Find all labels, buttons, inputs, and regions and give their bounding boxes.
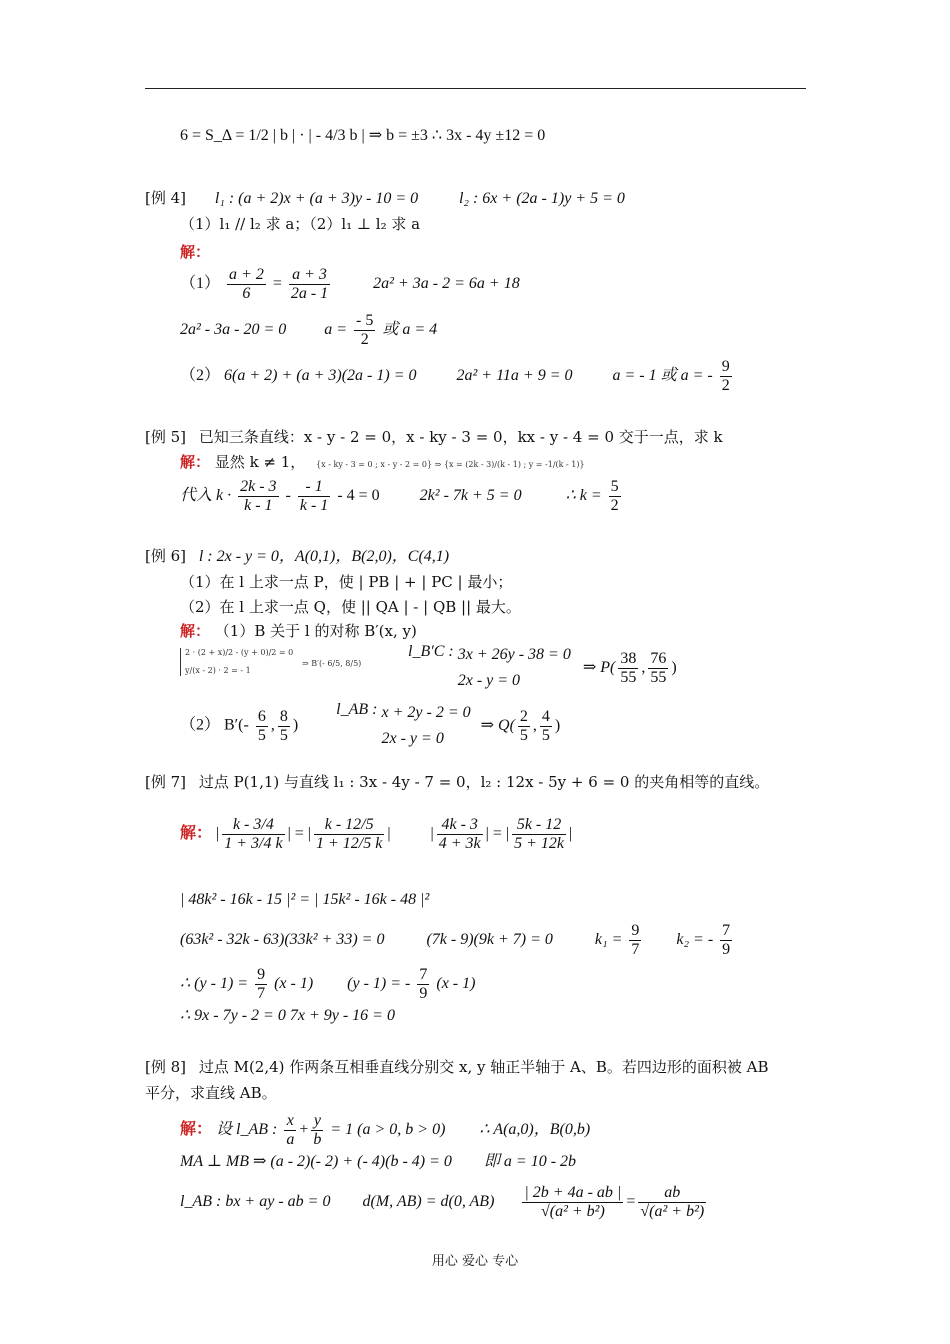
ex8-step2-eq: MA ⊥ MB ⇒ (a - 2)(- 2) + (- 4)(b - 4) = 0 xyxy=(180,1153,452,1170)
ex7-step1: 解： | $\frac{k - 3/4}{1 + 3/4 k}$ | = | $\frac{k - 12/5}{1 + 12/5 k}$ | | $\frac{4k - 3}{4 + 3k}$ | = | $\frac{5k - 12}{5 + 12k}$ | xyxy=(180,816,573,852)
ex6-b-frac-1 xyxy=(256,708,268,745)
ex4-step2-frac-den: 2 xyxy=(360,331,369,348)
ex6-question-2: （2）在 l 上求一点 Q，使 || QA | - | QB || 最大。 xyxy=(180,598,521,616)
ex5-step2-minus: - xyxy=(285,487,291,505)
ex5-step1-text: 显然 k ≠ 1， xyxy=(214,453,306,471)
ex8-frac-d1-num: | 2b + 4a - ab | xyxy=(524,1184,622,1201)
ex6-p-frac-1 xyxy=(618,650,638,687)
ex4-step3-prefix: （2） xyxy=(180,367,221,385)
ex6-header xyxy=(145,546,449,567)
ex6-b-frac-1-num: 6 xyxy=(257,707,266,725)
ex6-step1 xyxy=(180,621,417,641)
ex8-frac-d1 xyxy=(522,1184,623,1221)
ex8-step3: l_AB : bx + ay - ab = 0 d(M, AB) = d(0, AB) $\frac{| 2b + 4a - ab |}{\text{√(a² + b²)}}$ = $\frac{ab}{\text{√(a² + b²)}}$ xyxy=(180,1184,705,1220)
ex6-p-frac-1-num: 38 xyxy=(620,649,637,667)
ex6-p-frac-1-den: 55 xyxy=(620,668,637,686)
ex8-step1-result: ∴ A(a,0)，B(0,b) xyxy=(479,1121,591,1139)
ex5-frac-1-num: 2k - 3 xyxy=(240,478,277,495)
ex4-step3-frac-num: 9 xyxy=(721,358,730,375)
ex4-frac-1 xyxy=(227,266,266,303)
ex7-frac-2 xyxy=(314,816,384,853)
ex6-lab-system xyxy=(382,700,471,752)
ex7-frac-1-num: k - 3/4 xyxy=(222,816,284,835)
ex6-p-frac-2-num: 76 xyxy=(650,649,667,667)
ex4-step2-frac-num: - 5 xyxy=(356,312,374,329)
ex4-step1-prefix: （1） xyxy=(180,275,221,293)
ex8-step3-line: l_AB : bx + ay - ab = 0 xyxy=(180,1193,331,1211)
ex5-step2 xyxy=(180,478,624,515)
page-footer: 用心 爱心 专心 xyxy=(431,1254,519,1269)
ex4-frac-2 xyxy=(289,266,330,303)
ex7-step3-eq-b: (7k - 9)(9k + 7) = 0 xyxy=(426,931,553,949)
ex7-frac-3-num: 4k - 3 xyxy=(437,816,483,835)
ex4-step1: （1） $\frac{a + 2}{6}$ = $\frac{a + 3}{2a - 1}$ 2a² + 3a - 2 = 6a + 18 xyxy=(180,266,520,302)
ex4-step2-ans-prefix: a = xyxy=(324,321,348,339)
ex6-statement: l : 2x - y = 0，A(0,1)，B(2,0)，C(4,1) xyxy=(198,548,450,565)
ex8-step1-prefix: 设 l_AB : xyxy=(216,1121,278,1139)
ex4-step3-eq2: 2a² + 11a + 9 = 0 xyxy=(456,367,573,385)
ex7-frac-4-num: 5k - 12 xyxy=(512,816,566,835)
ex6-p-frac-2 xyxy=(648,650,668,687)
ex6-lab-eq-a: x + 2y - 2 = 0 xyxy=(381,704,471,721)
ex4-solution-label: 解： xyxy=(180,243,211,261)
ex8-statement-2: 平分，求直线 AB。 xyxy=(145,1084,277,1102)
ex7-step4-b-suffix: (x - 1) xyxy=(436,975,476,993)
ex6-q-result: ⇒ Q( $\frac{2}{5}$ , $\frac{4}{5}$ ) xyxy=(480,707,561,744)
ex6-lbc-eq-a: 3x + 26y - 38 = 0 xyxy=(457,646,571,663)
ex8-frac-x-den: a xyxy=(286,1131,295,1148)
ex6-step2-prefix: （2） B′(- xyxy=(180,716,249,734)
ex8-step2 xyxy=(180,1152,576,1172)
ex6-b-frac-2-num: 8 xyxy=(279,707,288,725)
ex7-label: [例 7] xyxy=(145,773,187,791)
ex6-step2: （2） B′(- $\frac{6}{5}$ , $\frac{8}{5}$ ) l_AB : x + 2y - 2 = 0 2x - y = 0 ⇒ Q( $\frac{2}{5}$ , $\frac{4}{5}$ ) xyxy=(180,700,560,752)
ex6-q-frac-1 xyxy=(518,708,530,745)
ex5-ans-frac xyxy=(609,478,621,515)
ex8-frac-d2 xyxy=(638,1184,706,1221)
ex8-step2-result: 即 a = 10 - 2b xyxy=(483,1153,577,1170)
ex5-frac-2 xyxy=(298,478,330,515)
ex8-solution-label: 解： xyxy=(180,1121,213,1139)
ex4-step2 xyxy=(180,312,437,349)
ex7-frac-2-num: k - 12/5 xyxy=(314,816,384,835)
ex8-frac-x xyxy=(284,1112,296,1149)
ex7-k1-label: k₁ = xyxy=(594,931,623,949)
ex5-ans-frac-den: 2 xyxy=(610,497,619,514)
ex6-q-frac-2 xyxy=(540,708,552,745)
ex5-step2-suffix: - 4 = 0 xyxy=(337,487,380,505)
ex7-step5: ∴ 9x - 7y - 2 = 0 7x + 9y - 16 = 0 xyxy=(180,1007,395,1024)
ex7-step4-a-den: 7 xyxy=(257,985,266,1002)
ex7-frac-4-den: 5 + 12k xyxy=(514,835,564,852)
ex4-step3-frac-den: 2 xyxy=(721,377,730,394)
ex6-q-frac-2-den: 5 xyxy=(541,726,550,744)
ex8-statement-1: 过点 M(2,4) 作两条互相垂直线分别交 x, y 轴正半轴于 A、B。若四边形的面积被 AB xyxy=(198,1058,769,1076)
ex5-header xyxy=(145,427,723,447)
ex7-frac-3-den: 4 + 3k xyxy=(438,835,481,852)
ex8-frac-d1-den: √(a² + b²) xyxy=(540,1203,605,1220)
ex7-frac-3 xyxy=(437,816,483,853)
ex6-system-1-result: ⇒ B′(- 6/5, 8/5) xyxy=(302,659,362,668)
ex6-p-frac-2-den: 55 xyxy=(650,668,667,686)
ex6-system-1 xyxy=(180,648,361,676)
ex4-step2-frac xyxy=(354,312,375,349)
ex6-question-1: （1）在 l 上求一点 P，使 | PB | + | PC | 最小； xyxy=(180,573,513,591)
ex7-step3 xyxy=(180,922,735,959)
ex5-statement: 已知三条直线：x - y - 2 = 0，x - ky - 3 = 0，kx - y - 4 = 0 交于一点，求 k xyxy=(198,428,723,446)
ex5-label: [例 5] xyxy=(145,428,187,446)
ex4-step2-ans-suffix: 或 a = 4 xyxy=(382,321,438,339)
ex4-frac-2-num: a + 3 xyxy=(289,266,330,285)
ex7-step4 xyxy=(180,966,475,1003)
ex4-step3-ans-prefix: a = - 1 或 a = - xyxy=(612,367,713,385)
ex6-label: [例 6] xyxy=(145,547,187,565)
ex6-system-1-eq-a: 2 · (2 + x)/2 - (y + 0)/2 = 0 xyxy=(185,648,294,657)
ex7-step4-a-num: 9 xyxy=(257,966,266,983)
ex7-step4-b-den: 9 xyxy=(419,985,428,1002)
ex5-frac-2-num: - 1 xyxy=(298,478,330,497)
ex7-header xyxy=(145,772,769,792)
ex4-frac-2-den: 2a - 1 xyxy=(290,285,329,302)
ex4-l2: l₂ : 6x + (2a - 1)y + 5 = 0 xyxy=(458,190,625,207)
ex7-frac-2-den: 1 + 12/5 k xyxy=(316,835,383,852)
ex7-frac-1 xyxy=(222,816,284,853)
ex7-step3-eq-a: (63k² - 32k - 63)(33k² + 33) = 0 xyxy=(180,931,385,949)
ex7-frac-1-den: 1 + 3/4 k xyxy=(224,835,283,852)
ex5-step2-eq: 2k² - 7k + 5 = 0 xyxy=(419,487,522,505)
ex4-step3-frac xyxy=(720,358,732,395)
ex6-lbc-system xyxy=(458,642,571,694)
ex4-question: （1）l₁ // l₂ 求 a；（2）l₁ ⊥ l₂ 求 a xyxy=(180,215,421,233)
ex7-k1-frac xyxy=(629,922,641,959)
ex5-step2-ans-prefix: ∴ k = xyxy=(565,487,602,505)
ex8-frac-y xyxy=(311,1112,323,1149)
ex6-q-frac-2-num: 4 xyxy=(541,707,550,725)
ex5-solution-label: 解： xyxy=(180,453,211,471)
ex7-k2-num: 7 xyxy=(722,922,731,939)
ex6-q-frac-1-num: 2 xyxy=(519,707,528,725)
ex7-k2-den: 9 xyxy=(722,941,731,958)
ex8-frac-d2-num: ab xyxy=(638,1184,706,1203)
ex5-step2-prefix: 代入 k · xyxy=(180,487,232,505)
ex4-label: [例 4] xyxy=(145,189,187,207)
ex7-step2: | 48k² - 16k - 15 |² = | 15k² - 16k - 48 |² xyxy=(180,891,430,908)
ex4-l1: l₁ : (a + 2)x + (a + 3)y - 10 = 0 xyxy=(214,190,419,207)
ex6-b-frac-2 xyxy=(278,708,290,745)
ex4-frac-1-num: a + 2 xyxy=(229,266,264,283)
ex4-step2-eq: 2a² - 3a - 20 = 0 xyxy=(180,321,287,339)
ex8-step1-suffix: = 1 (a > 0, b > 0) xyxy=(330,1121,446,1139)
ex8-step3-distance: d(M, AB) = d(0, AB) xyxy=(362,1193,495,1211)
ex4-step1-eq: 2a² + 3a - 2 = 6a + 18 xyxy=(373,275,520,293)
ex6-lab-label: l_AB : xyxy=(336,701,378,718)
ex7-solution-label: 解： xyxy=(180,825,213,843)
ex6-lbc-eq-b: 2x - y = 0 xyxy=(457,672,521,689)
ex5-ans-frac-num: 5 xyxy=(610,478,619,495)
ex8-frac-d2-den: √(a² + b²) xyxy=(640,1203,705,1220)
ex7-statement: 过点 P(1,1) 与直线 l₁ : 3x - 4y - 7 = 0，l₂ : 12x - 5y + 6 = 0 的夹角相等的直线。 xyxy=(198,773,770,791)
ex7-step4-b-prefix: (y - 1) = - xyxy=(347,975,411,993)
ex6-step1-text: （1）B 关于 l 的对称 B′(x, y) xyxy=(214,622,417,640)
ex5-frac-1-den: k - 1 xyxy=(244,497,273,514)
ex7-step4-a-prefix: ∴ (y - 1) = xyxy=(180,975,249,993)
ex7-step4-a-suffix: (x - 1) xyxy=(274,975,314,993)
ex8-header xyxy=(145,1057,769,1077)
ex7-k2-label: k₂ = - xyxy=(676,931,714,949)
ex6-p-result: ⇒ P( $\frac{38}{55}$ , $\frac{76}{55}$ ) xyxy=(582,649,677,686)
ex4-step3-eq1: 6(a + 2) + (a + 3)(2a - 1) = 0 xyxy=(224,367,417,385)
ex6-solution-label: 解： xyxy=(180,622,211,640)
ex7-k1-num: 9 xyxy=(631,922,640,939)
ex7-step4-b-num: 7 xyxy=(419,966,428,983)
ex5-step1 xyxy=(180,452,585,472)
ex8-frac-y-num: y xyxy=(311,1112,323,1131)
top-equation: 6 = S_Δ = 1/2 | b | · | - 4/3 b | ⇒ b = ±3 ∴ 3x - 4y ±12 = 0 xyxy=(180,127,546,144)
ex7-step4-a-frac xyxy=(255,966,267,1003)
header-rule xyxy=(145,88,806,89)
ex7-step4-b-frac xyxy=(417,966,429,1003)
ex8-frac-y-den: b xyxy=(313,1131,322,1148)
ex8-label: [例 8] xyxy=(145,1058,187,1076)
ex6-b-frac-2-den: 5 xyxy=(279,726,288,744)
ex6-lab-eq-b: 2x - y = 0 xyxy=(381,730,444,747)
ex8-frac-x-num: x xyxy=(284,1112,296,1131)
ex7-frac-4 xyxy=(512,816,566,853)
ex6-b-frac-1-den: 5 xyxy=(257,726,266,744)
ex7-k2-frac xyxy=(720,922,732,959)
ex5-frac-2-den: k - 1 xyxy=(299,497,329,514)
ex6-lbc-label: l_B′C : xyxy=(408,643,454,660)
ex4-header xyxy=(145,188,625,209)
ex6-system-1-brace xyxy=(180,648,293,676)
ex5-step1-system: {x - ky - 3 = 0 ; x - y - 2 = 0} ⇒ {x = (2k - 3)/(k - 1) ; y = -1/(k - 1)} xyxy=(316,460,585,469)
ex8-step1: 解： 设 l_AB : $\frac{x}{a}$ + $\frac{y}{b}$ = 1 (a > 0, b > 0) ∴ A(a,0)，B(0,b) xyxy=(180,1112,591,1148)
ex6-q-frac-1-den: 5 xyxy=(519,726,528,744)
ex6-system-1-eq-b: y/(x - 2) · 2 = - 1 xyxy=(185,666,251,675)
ex5-frac-1 xyxy=(238,478,278,515)
ex7-k1-den: 7 xyxy=(631,941,640,958)
ex6-lbc xyxy=(408,642,677,694)
ex4-frac-1-den: 6 xyxy=(242,285,251,302)
ex4-step3 xyxy=(180,358,735,395)
